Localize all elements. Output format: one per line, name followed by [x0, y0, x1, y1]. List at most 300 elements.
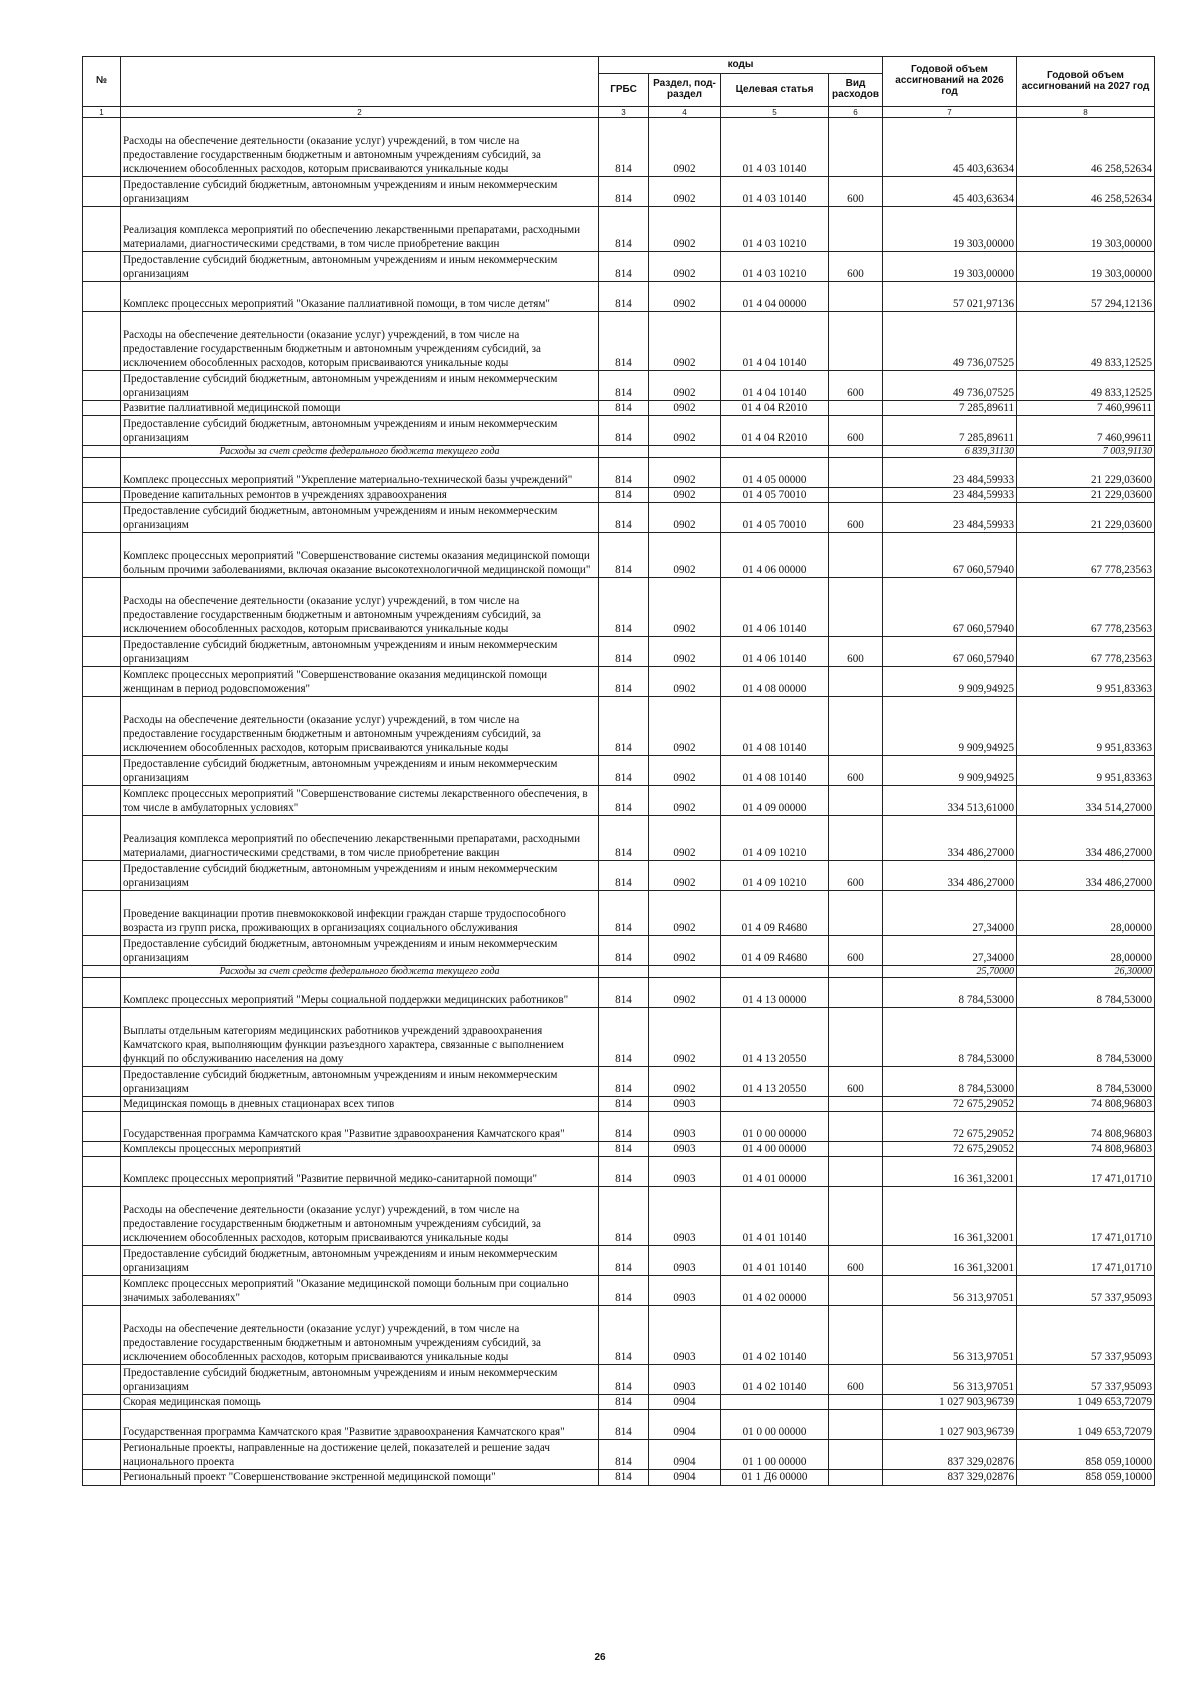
row-name-cell: Комплексы процессных мероприятий	[121, 1142, 599, 1157]
row-number-cell	[83, 503, 121, 533]
amount-2026-cell: 67 060,57940	[883, 637, 1017, 667]
target-article-cell	[721, 446, 829, 458]
table-row	[83, 1008, 1155, 1067]
amount-2027-cell: 57 337,95093	[1017, 1276, 1155, 1306]
target-article-cell: 01 4 09 10210	[721, 861, 829, 891]
table-row	[83, 1067, 1155, 1097]
row-number-cell	[83, 1142, 121, 1157]
expense-kind-cell	[829, 1410, 883, 1440]
row-number-cell	[83, 667, 121, 697]
expense-kind-cell	[829, 978, 883, 1008]
expense-kind-cell: 600	[829, 503, 883, 533]
grbs-cell: 814	[599, 1097, 649, 1112]
row-name-cell: Региональный проект "Совершенствование экстренной медицинской помощи"	[121, 1470, 599, 1485]
header-grbs: ГРБС	[599, 74, 649, 107]
target-article-cell	[721, 1097, 829, 1112]
expense-kind-cell	[829, 118, 883, 177]
amount-2026-cell: 1 027 903,96739	[883, 1410, 1017, 1440]
amount-2027-cell: 26,30000	[1017, 966, 1155, 978]
row-name-cell: Предоставление субсидий бюджетным, автономным учреждениям и иным некоммерческим организациям	[121, 756, 599, 786]
row-number-cell	[83, 207, 121, 252]
row-number-cell	[83, 488, 121, 503]
amount-2027-cell: 334 514,27000	[1017, 786, 1155, 816]
amount-2027-cell: 46 258,52634	[1017, 118, 1155, 177]
expense-kind-cell	[829, 1306, 883, 1365]
expense-kind-cell: 600	[829, 936, 883, 966]
target-article-cell: 01 4 13 20550	[721, 1067, 829, 1097]
target-article-cell: 01 4 04 R2010	[721, 401, 829, 416]
grbs-cell: 814	[599, 978, 649, 1008]
section-cell: 0902	[649, 697, 721, 756]
table-row	[83, 697, 1155, 756]
target-article-cell: 01 0 00 00000	[721, 1112, 829, 1142]
expense-kind-cell	[829, 312, 883, 371]
expense-kind-cell	[829, 1187, 883, 1246]
target-article-cell: 01 4 05 70010	[721, 488, 829, 503]
target-article-cell: 01 4 02 10140	[721, 1365, 829, 1395]
target-article-cell: 01 4 01 10140	[721, 1187, 829, 1246]
section-cell: 0902	[649, 371, 721, 401]
table-row	[83, 371, 1155, 401]
row-number-cell	[83, 637, 121, 667]
section-cell: 0902	[649, 978, 721, 1008]
row-number-cell	[83, 446, 121, 458]
target-article-cell: 01 1 00 00000	[721, 1440, 829, 1470]
target-article-cell	[721, 966, 829, 978]
amount-2027-cell: 67 778,23563	[1017, 533, 1155, 578]
amount-2026-cell: 1 027 903,96739	[883, 1395, 1017, 1410]
header-name	[121, 57, 599, 107]
amount-2026-cell: 334 513,61000	[883, 786, 1017, 816]
amount-2026-cell: 72 675,29052	[883, 1112, 1017, 1142]
amount-2027-cell: 19 303,00000	[1017, 207, 1155, 252]
table-row	[83, 207, 1155, 252]
amount-2026-cell: 837 329,02876	[883, 1440, 1017, 1470]
grbs-cell	[599, 966, 649, 978]
grbs-cell: 814	[599, 1157, 649, 1187]
column-number: 4	[649, 107, 721, 118]
table-row	[83, 401, 1155, 416]
section-cell: 0902	[649, 401, 721, 416]
row-number-cell	[83, 1470, 121, 1485]
grbs-cell: 814	[599, 1246, 649, 1276]
section-cell	[649, 446, 721, 458]
row-number-cell	[83, 578, 121, 637]
row-number-cell	[83, 252, 121, 282]
row-number-cell	[83, 177, 121, 207]
grbs-cell: 814	[599, 667, 649, 697]
grbs-cell: 814	[599, 816, 649, 861]
amount-2027-cell: 28,00000	[1017, 936, 1155, 966]
row-name-cell: Комплекс процессных мероприятий "Оказание паллиативной помощи, в том числе детям"	[121, 282, 599, 312]
grbs-cell: 814	[599, 1142, 649, 1157]
row-name-cell: Государственная программа Камчатского края "Развитие здравоохранения Камчатского края"	[121, 1410, 599, 1440]
amount-2027-cell: 9 951,83363	[1017, 667, 1155, 697]
table-row	[83, 891, 1155, 936]
amount-2027-cell: 28,00000	[1017, 891, 1155, 936]
amount-2026-cell: 7 285,89611	[883, 401, 1017, 416]
table-row	[83, 1142, 1155, 1157]
target-article-cell: 01 4 04 10140	[721, 371, 829, 401]
amount-2026-cell: 67 060,57940	[883, 578, 1017, 637]
amount-2027-cell: 57 294,12136	[1017, 282, 1155, 312]
target-article-cell: 01 0 00 00000	[721, 1410, 829, 1440]
expense-kind-cell	[829, 1395, 883, 1410]
section-cell: 0904	[649, 1440, 721, 1470]
table-row	[83, 637, 1155, 667]
row-name-cell: Комплекс процессных мероприятий "Совершенствование системы оказания медицинской помощи больным прочими заболеваниями, включая оказание высокотехнологичной медицинской помощи"	[121, 533, 599, 578]
grbs-cell: 814	[599, 416, 649, 446]
row-name-cell: Комплекс процессных мероприятий "Развитие первичной медико-санитарной помощи"	[121, 1157, 599, 1187]
row-name-cell: Расходы на обеспечение деятельности (оказание услуг) учреждений, в том числе на предоставление государственным бюджетным и автономным учреждениям субсидий, за исключением обособленных расходов, которым присваиваются уникальные коды	[121, 697, 599, 756]
table-body	[83, 118, 1155, 1486]
section-cell: 0902	[649, 177, 721, 207]
amount-2026-cell: 56 313,97051	[883, 1306, 1017, 1365]
amount-2026-cell: 72 675,29052	[883, 1142, 1017, 1157]
row-name-cell: Предоставление субсидий бюджетным, автономным учреждениям и иным некоммерческим организациям	[121, 1365, 599, 1395]
row-name-cell: Медицинская помощь в дневных стационарах всех типов	[121, 1097, 599, 1112]
row-number-cell	[83, 1187, 121, 1246]
expense-kind-cell	[829, 816, 883, 861]
row-number-cell	[83, 936, 121, 966]
row-name-cell: Расходы за счет средств федерального бюджета текущего года	[121, 966, 599, 978]
column-number: 2	[121, 107, 599, 118]
expense-kind-cell: 600	[829, 252, 883, 282]
section-cell: 0902	[649, 1008, 721, 1067]
target-article-cell: 01 4 01 10140	[721, 1246, 829, 1276]
grbs-cell: 814	[599, 118, 649, 177]
amount-2026-cell: 23 484,59933	[883, 503, 1017, 533]
amount-2026-cell: 19 303,00000	[883, 207, 1017, 252]
grbs-cell: 814	[599, 1276, 649, 1306]
row-name-cell: Реализация комплекса мероприятий по обеспечению лекарственными препаратами, расходными материалами, диагностическими средствами, в том числе приобретение вакцин	[121, 207, 599, 252]
row-number-cell	[83, 1067, 121, 1097]
table-row	[83, 312, 1155, 371]
row-name-cell: Расходы на обеспечение деятельности (оказание услуг) учреждений, в том числе на предоставление государственным бюджетным и автономным учреждениям субсидий, за исключением обособленных расходов, которым присваиваются уникальные коды	[121, 118, 599, 177]
grbs-cell	[599, 446, 649, 458]
section-cell: 0902	[649, 312, 721, 371]
row-name-cell: Расходы на обеспечение деятельности (оказание услуг) учреждений, в том числе на предоставление государственным бюджетным и автономным учреждениям субсидий, за исключением обособленных расходов, которым присваиваются уникальные коды	[121, 1306, 599, 1365]
amount-2026-cell: 23 484,59933	[883, 488, 1017, 503]
row-number-cell	[83, 756, 121, 786]
amount-2026-cell: 72 675,29052	[883, 1097, 1017, 1112]
grbs-cell: 814	[599, 252, 649, 282]
amount-2027-cell: 9 951,83363	[1017, 697, 1155, 756]
expense-kind-cell	[829, 966, 883, 978]
expense-kind-cell	[829, 282, 883, 312]
table-row	[83, 118, 1155, 177]
row-number-cell	[83, 786, 121, 816]
amount-2026-cell: 49 736,07525	[883, 312, 1017, 371]
table-row	[83, 786, 1155, 816]
grbs-cell: 814	[599, 1410, 649, 1440]
target-article-cell: 01 4 04 00000	[721, 282, 829, 312]
section-cell: 0902	[649, 252, 721, 282]
amount-2027-cell: 46 258,52634	[1017, 177, 1155, 207]
expense-kind-cell	[829, 458, 883, 488]
grbs-cell: 814	[599, 756, 649, 786]
row-name-cell: Комплекс процессных мероприятий "Укрепление материально-технической базы учреждений"	[121, 458, 599, 488]
target-article-cell: 01 4 08 00000	[721, 667, 829, 697]
amount-2026-cell: 8 784,53000	[883, 1008, 1017, 1067]
column-number: 6	[829, 107, 883, 118]
grbs-cell: 814	[599, 207, 649, 252]
amount-2027-cell: 67 778,23563	[1017, 578, 1155, 637]
target-article-cell: 01 4 04 R2010	[721, 416, 829, 446]
row-name-cell: Расходы за счет средств федерального бюджета текущего года	[121, 446, 599, 458]
target-article-cell: 01 4 03 10210	[721, 252, 829, 282]
table-header	[83, 57, 1155, 118]
section-cell: 0902	[649, 416, 721, 446]
table-row	[83, 1112, 1155, 1142]
section-cell: 0902	[649, 816, 721, 861]
amount-2027-cell: 74 808,96803	[1017, 1097, 1155, 1112]
grbs-cell: 814	[599, 637, 649, 667]
row-name-cell: Развитие паллиативной медицинской помощи	[121, 401, 599, 416]
amount-2026-cell: 67 060,57940	[883, 533, 1017, 578]
grbs-cell: 814	[599, 936, 649, 966]
amount-2027-cell: 17 471,01710	[1017, 1246, 1155, 1276]
target-article-cell: 01 4 13 20550	[721, 1008, 829, 1067]
expense-kind-cell: 600	[829, 637, 883, 667]
target-article-cell: 01 4 06 10140	[721, 637, 829, 667]
table-row	[83, 816, 1155, 861]
row-number-cell	[83, 1097, 121, 1112]
amount-2026-cell: 334 486,27000	[883, 861, 1017, 891]
page-number: 26	[594, 1652, 606, 1663]
amount-2027-cell: 334 486,27000	[1017, 861, 1155, 891]
row-name-cell: Выплаты отдельным категориям медицинских работников учреждений здравоохранения Камчатского края, выполняющим функции разъездного характера, связанные с выполнением функций по обслуживанию населения на дому	[121, 1008, 599, 1067]
section-cell: 0902	[649, 533, 721, 578]
row-name-cell: Комплекс процессных мероприятий "Совершенствование системы лекарственного обеспечения, в том числе в амбулаторных условиях"	[121, 786, 599, 816]
amount-2027-cell: 7 460,99611	[1017, 401, 1155, 416]
target-article-cell	[721, 1395, 829, 1410]
row-number-cell	[83, 458, 121, 488]
expense-kind-cell	[829, 667, 883, 697]
grbs-cell: 814	[599, 1440, 649, 1470]
table-row	[83, 978, 1155, 1008]
section-cell: 0903	[649, 1306, 721, 1365]
target-article-cell: 01 4 05 70010	[721, 503, 829, 533]
amount-2027-cell: 334 486,27000	[1017, 816, 1155, 861]
column-number: 3	[599, 107, 649, 118]
amount-2027-cell: 9 951,83363	[1017, 756, 1155, 786]
row-name-cell: Расходы на обеспечение деятельности (оказание услуг) учреждений, в том числе на предоставление государственным бюджетным и автономным учреждениям субсидий, за исключением обособленных расходов, которым присваиваются уникальные коды	[121, 1187, 599, 1246]
row-name-cell: Предоставление субсидий бюджетным, автономным учреждениям и иным некоммерческим организациям	[121, 861, 599, 891]
table-row	[83, 861, 1155, 891]
row-number-cell	[83, 966, 121, 978]
row-number-cell	[83, 861, 121, 891]
budget-table-sheet	[82, 56, 1154, 1486]
expense-kind-cell	[829, 1008, 883, 1067]
row-number-cell	[83, 1365, 121, 1395]
row-number-cell	[83, 1440, 121, 1470]
table-row	[83, 1470, 1155, 1485]
expense-kind-cell	[829, 1097, 883, 1112]
amount-2027-cell: 57 337,95093	[1017, 1365, 1155, 1395]
amount-2027-cell: 1 049 653,72079	[1017, 1395, 1155, 1410]
section-cell: 0902	[649, 861, 721, 891]
expense-kind-cell	[829, 1112, 883, 1142]
header-expense-kind: Вид расходов	[829, 74, 883, 107]
amount-2027-cell: 8 784,53000	[1017, 1008, 1155, 1067]
section-cell: 0902	[649, 1067, 721, 1097]
grbs-cell: 814	[599, 503, 649, 533]
amount-2026-cell: 334 486,27000	[883, 816, 1017, 861]
row-number-cell	[83, 312, 121, 371]
expense-kind-cell	[829, 488, 883, 503]
amount-2027-cell: 21 229,03600	[1017, 488, 1155, 503]
amount-2027-cell: 8 784,53000	[1017, 1067, 1155, 1097]
amount-2026-cell: 837 329,02876	[883, 1470, 1017, 1485]
grbs-cell: 814	[599, 312, 649, 371]
row-number-cell	[83, 1276, 121, 1306]
expense-kind-cell: 600	[829, 1067, 883, 1097]
section-cell: 0903	[649, 1157, 721, 1187]
amount-2026-cell: 6 839,31130	[883, 446, 1017, 458]
row-name-cell: Расходы на обеспечение деятельности (оказание услуг) учреждений, в том числе на предоставление государственным бюджетным и автономным учреждениям субсидий, за исключением обособленных расходов, которым присваиваются уникальные коды	[121, 312, 599, 371]
target-article-cell: 01 4 08 10140	[721, 697, 829, 756]
expense-kind-cell: 600	[829, 861, 883, 891]
table-row	[83, 936, 1155, 966]
row-name-cell: Комплекс процессных мероприятий "Оказание медицинской помощи больным при социально значимых заболеваниях"	[121, 1276, 599, 1306]
grbs-cell: 814	[599, 282, 649, 312]
section-cell: 0902	[649, 503, 721, 533]
section-cell: 0903	[649, 1142, 721, 1157]
amount-2026-cell: 27,34000	[883, 936, 1017, 966]
table-row	[83, 1410, 1155, 1440]
expense-kind-cell: 600	[829, 371, 883, 401]
table-row	[83, 667, 1155, 697]
table-row	[83, 1246, 1155, 1276]
row-number-cell	[83, 118, 121, 177]
row-number-cell	[83, 697, 121, 756]
grbs-cell: 814	[599, 1365, 649, 1395]
amount-2027-cell: 8 784,53000	[1017, 978, 1155, 1008]
row-name-cell: Расходы на обеспечение деятельности (оказание услуг) учреждений, в том числе на предоставление государственным бюджетным и автономным учреждениям субсидий, за исключением обособленных расходов, которым присваиваются уникальные коды	[121, 578, 599, 637]
expense-kind-cell	[829, 1142, 883, 1157]
row-number-cell	[83, 282, 121, 312]
federal-budget-row	[83, 966, 1155, 978]
amount-2026-cell: 49 736,07525	[883, 371, 1017, 401]
section-cell: 0902	[649, 207, 721, 252]
expense-kind-cell	[829, 533, 883, 578]
amount-2027-cell: 1 049 653,72079	[1017, 1410, 1155, 1440]
row-name-cell: Комплекс процессных мероприятий "Меры социальной поддержки медицинских работников"	[121, 978, 599, 1008]
table-row	[83, 1097, 1155, 1112]
row-name-cell: Региональные проекты, направленные на достижение целей, показателей и решение задач национального проекта	[121, 1440, 599, 1470]
section-cell: 0902	[649, 578, 721, 637]
section-cell: 0902	[649, 667, 721, 697]
expense-kind-cell	[829, 401, 883, 416]
amount-2026-cell: 23 484,59933	[883, 458, 1017, 488]
row-name-cell: Предоставление субсидий бюджетным, автономным учреждениям и иным некоммерческим организациям	[121, 177, 599, 207]
amount-2027-cell: 57 337,95093	[1017, 1306, 1155, 1365]
amount-2027-cell: 49 833,12525	[1017, 312, 1155, 371]
section-cell: 0902	[649, 458, 721, 488]
section-cell: 0902	[649, 891, 721, 936]
amount-2027-cell: 21 229,03600	[1017, 458, 1155, 488]
section-cell: 0904	[649, 1395, 721, 1410]
amount-2027-cell: 67 778,23563	[1017, 637, 1155, 667]
row-number-cell	[83, 1008, 121, 1067]
expense-kind-cell	[829, 1157, 883, 1187]
row-number-cell	[83, 891, 121, 936]
row-name-cell: Предоставление субсидий бюджетным, автономным учреждениям и иным некоммерческим организациям	[121, 503, 599, 533]
table-row	[83, 1157, 1155, 1187]
row-name-cell: Предоставление субсидий бюджетным, автономным учреждениям и иным некоммерческим организациям	[121, 1067, 599, 1097]
table-row	[83, 1440, 1155, 1470]
table-row	[83, 416, 1155, 446]
section-cell: 0902	[649, 786, 721, 816]
table-row	[83, 1187, 1155, 1246]
table-row	[83, 1276, 1155, 1306]
target-article-cell: 01 4 02 10140	[721, 1306, 829, 1365]
expense-kind-cell	[829, 786, 883, 816]
column-number: 8	[1017, 107, 1155, 118]
expense-kind-cell	[829, 207, 883, 252]
grbs-cell: 814	[599, 533, 649, 578]
amount-2027-cell: 7 460,99611	[1017, 416, 1155, 446]
row-name-cell: Реализация комплекса мероприятий по обеспечению лекарственными препаратами, расходными материалами, диагностическими средствами, в том числе приобретение вакцин	[121, 816, 599, 861]
section-cell: 0902	[649, 936, 721, 966]
expense-kind-cell: 600	[829, 756, 883, 786]
header-volume-2026: Годовой объем ассигнований на 2026 год	[883, 57, 1017, 107]
target-article-cell: 01 4 01 00000	[721, 1157, 829, 1187]
expense-kind-cell	[829, 1440, 883, 1470]
table-row	[83, 756, 1155, 786]
row-number-cell	[83, 978, 121, 1008]
row-name-cell: Государственная программа Камчатского края "Развитие здравоохранения Камчатского края"	[121, 1112, 599, 1142]
target-article-cell: 01 4 02 00000	[721, 1276, 829, 1306]
section-cell: 0903	[649, 1112, 721, 1142]
section-cell: 0902	[649, 282, 721, 312]
amount-2026-cell: 45 403,63634	[883, 118, 1017, 177]
row-name-cell: Предоставление субсидий бюджетным, автономным учреждениям и иным некоммерческим организациям	[121, 1246, 599, 1276]
column-number: 7	[883, 107, 1017, 118]
section-cell: 0903	[649, 1276, 721, 1306]
expense-kind-cell: 600	[829, 416, 883, 446]
target-article-cell: 01 4 03 10210	[721, 207, 829, 252]
column-number: 5	[721, 107, 829, 118]
expense-kind-cell: 600	[829, 177, 883, 207]
table-row	[83, 1395, 1155, 1410]
grbs-cell: 814	[599, 1112, 649, 1142]
table-row	[83, 1306, 1155, 1365]
expense-kind-cell	[829, 697, 883, 756]
grbs-cell: 814	[599, 371, 649, 401]
amount-2027-cell: 17 471,01710	[1017, 1157, 1155, 1187]
amount-2026-cell: 9 909,94925	[883, 756, 1017, 786]
amount-2027-cell: 49 833,12525	[1017, 371, 1155, 401]
amount-2027-cell: 74 808,96803	[1017, 1112, 1155, 1142]
grbs-cell: 814	[599, 861, 649, 891]
amount-2026-cell: 57 021,97136	[883, 282, 1017, 312]
table-row	[83, 282, 1155, 312]
table-row	[83, 503, 1155, 533]
header-section: Раздел, под-раздел	[649, 74, 721, 107]
grbs-cell: 814	[599, 1306, 649, 1365]
grbs-cell: 814	[599, 177, 649, 207]
target-article-cell: 01 4 09 R4680	[721, 936, 829, 966]
grbs-cell: 814	[599, 1395, 649, 1410]
row-number-cell	[83, 1112, 121, 1142]
amount-2027-cell: 7 003,91130	[1017, 446, 1155, 458]
table-row	[83, 252, 1155, 282]
expense-kind-cell	[829, 1276, 883, 1306]
amount-2027-cell: 858 059,10000	[1017, 1470, 1155, 1485]
row-name-cell: Комплекс процессных мероприятий "Совершенствование оказания медицинской помощи женщинам в период родовспоможения"	[121, 667, 599, 697]
